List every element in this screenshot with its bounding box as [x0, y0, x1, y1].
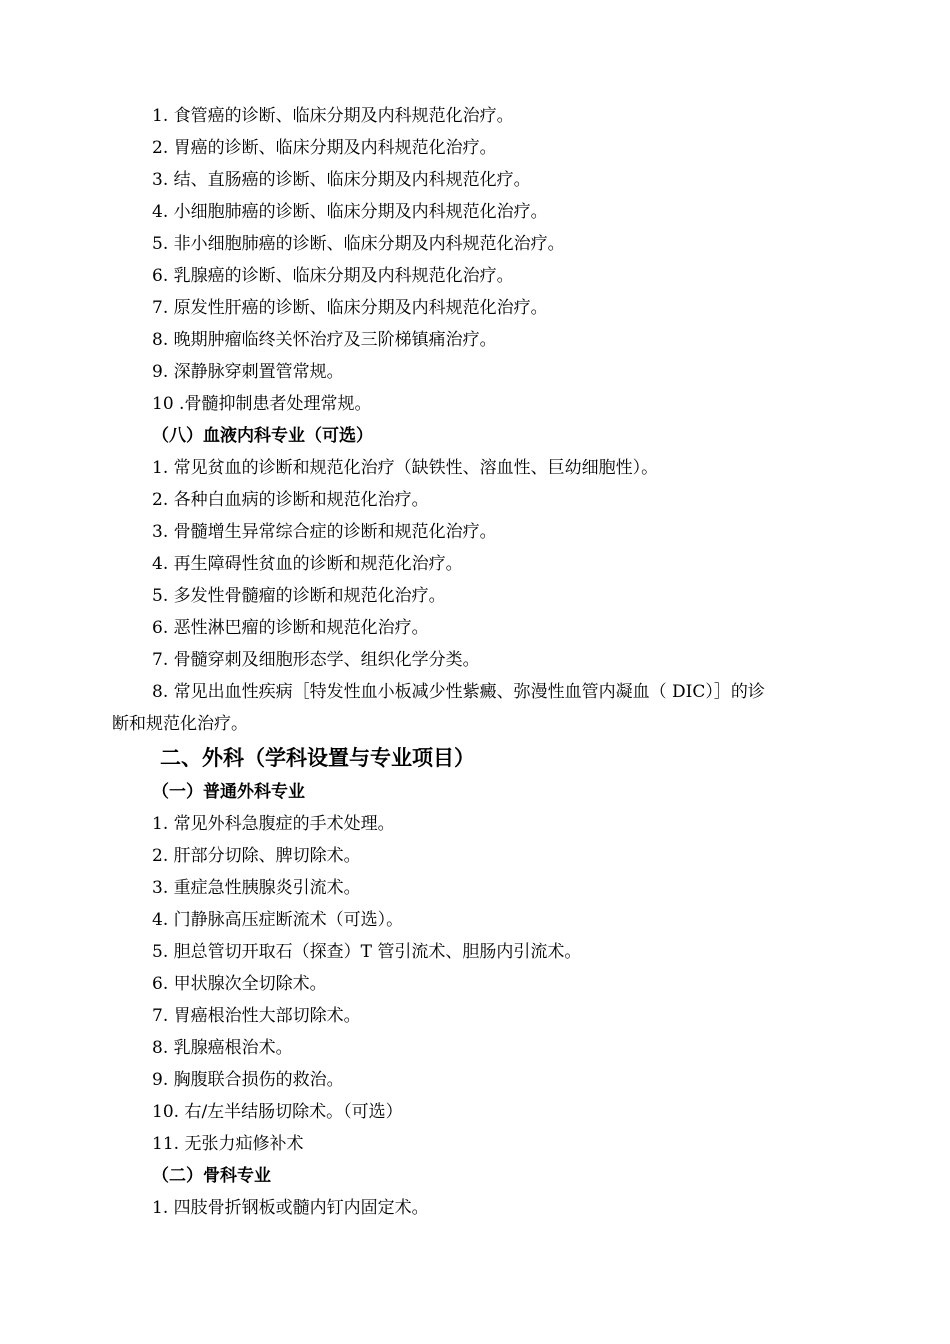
- list-item: 5. 胆总管切开取石（探查）T 管引流术、胆肠内引流术。: [152, 942, 582, 962]
- list-item: 3. 结、直肠癌的诊断、临床分期及内科规范化疗。: [152, 170, 531, 190]
- list-item: 3. 骨髓增生异常综合症的诊断和规范化治疗。: [152, 522, 497, 542]
- section-heading-surgery: 二、外科（学科设置与专业项目）: [160, 745, 475, 770]
- list-item: 7. 胃癌根治性大部切除术。: [152, 1006, 361, 1026]
- list-item: 7. 骨髓穿刺及细胞形态学、组织化学分类。: [152, 650, 480, 670]
- list-item: 1. 常见贫血的诊断和规范化治疗（缺铁性、溶血性、巨幼细胞性）。: [152, 458, 659, 478]
- list-item: 1. 食管癌的诊断、临床分期及内科规范化治疗。: [152, 106, 514, 126]
- list-item-wrapped: [0, 676, 950, 708]
- list-item: 10 .骨髓抑制患者处理常规。: [152, 394, 372, 414]
- list-item: 1. 四肢骨折钢板或髓内钉内固定术。: [152, 1198, 429, 1218]
- list-item: 9. 深静脉穿刺置管常规。: [152, 362, 344, 382]
- list-item: 4. 小细胞肺癌的诊断、临床分期及内科规范化治疗。: [152, 202, 548, 222]
- document-body: [0, 100, 950, 1224]
- list-item: 9. 胸腹联合损伤的救治。: [152, 1070, 344, 1090]
- list-item: 10. 右/左半结肠切除术。（可选）: [152, 1102, 403, 1122]
- general-surgery-heading: （一）普通外科专业: [152, 782, 305, 802]
- list-item: 5. 非小细胞肺癌的诊断、临床分期及内科规范化治疗。: [152, 234, 565, 254]
- list-item: 2. 各种白血病的诊断和规范化治疗。: [152, 490, 429, 510]
- list-item: 7. 原发性肝癌的诊断、临床分期及内科规范化治疗。: [152, 298, 548, 318]
- list-item: 6. 恶性淋巴瘤的诊断和规范化治疗。: [152, 618, 429, 638]
- list-item: 3. 重症急性胰腺炎引流术。: [152, 878, 361, 898]
- list-item: 6. 乳腺癌的诊断、临床分期及内科规范化治疗。: [152, 266, 514, 286]
- list-item: 8. 晚期肿瘤临终关怀治疗及三阶梯镇痛治疗。: [152, 330, 497, 350]
- wrapped-line-1: 8. 常见出血性疾病［特发性血小板减少性紫癜、弥漫性血管内凝血（ DIC）］的诊: [152, 682, 765, 702]
- list-item: 2. 胃癌的诊断、临床分期及内科规范化治疗。: [152, 138, 497, 158]
- list-item: 2. 肝部分切除、脾切除术。: [152, 846, 361, 866]
- hematology-heading: （八）血液内科专业（可选）: [152, 426, 373, 446]
- list-item: 1. 常见外科急腹症的手术处理。: [152, 814, 395, 834]
- orthopedics-heading: （二）骨科专业: [152, 1166, 271, 1186]
- list-item: 4. 门静脉高压症断流术（可选）。: [152, 910, 404, 930]
- wrapped-line-2: 断和规范化治疗。: [112, 714, 248, 734]
- list-item: 11. 无张力疝修补术: [152, 1134, 304, 1154]
- list-item: 4. 再生障碍性贫血的诊断和规范化治疗。: [152, 554, 463, 574]
- list-item: 5. 多发性骨髓瘤的诊断和规范化治疗。: [152, 586, 446, 606]
- list-item: 8. 乳腺癌根治术。: [152, 1038, 293, 1058]
- list-item-wrapped-continuation: [0, 708, 950, 740]
- list-item: 6. 甲状腺次全切除术。: [152, 974, 327, 994]
